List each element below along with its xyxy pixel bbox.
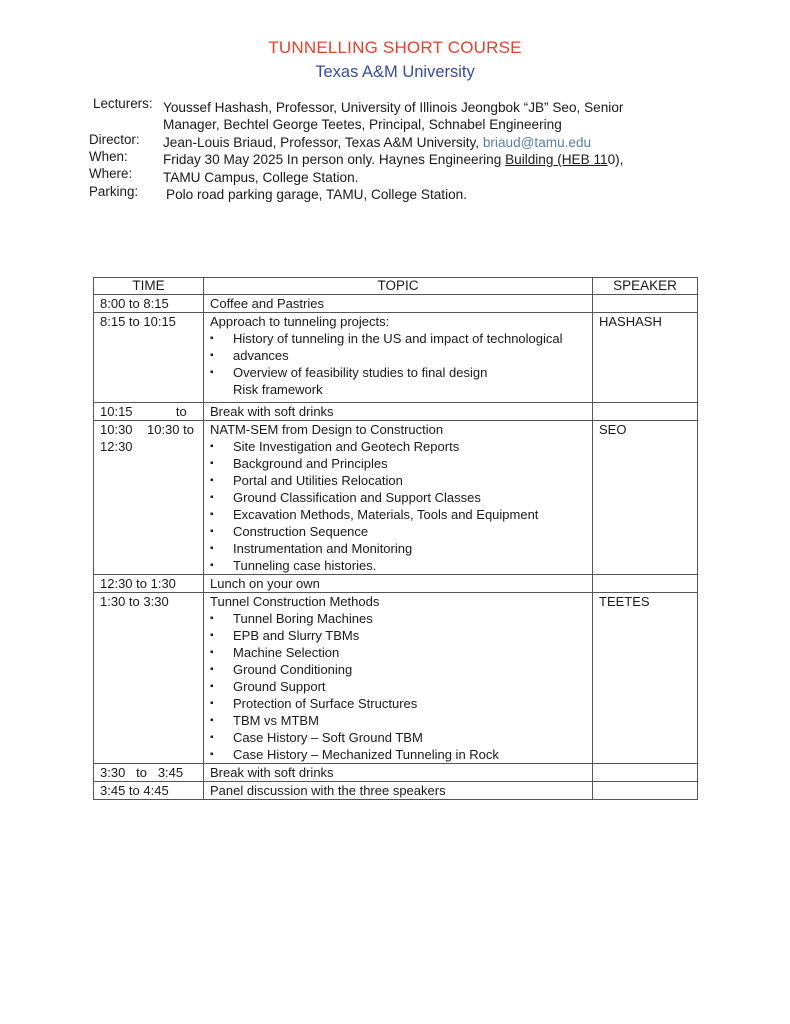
topic-item: ▪ History of tunneling in the US and impact of technological	[210, 330, 592, 347]
topic-cell: Break with soft drinks	[204, 764, 593, 782]
topic-list	[210, 330, 592, 381]
topic-cell: Break with soft drinks	[204, 403, 593, 421]
topic-item: ▪ Portal and Utilities Relocation	[210, 472, 592, 489]
when-building-underlined: Building (HEB 11	[505, 152, 608, 167]
topic-item: ▪ Tunneling case histories.	[210, 557, 592, 574]
topic-item: ▪ Instrumentation and Monitoring	[210, 540, 592, 557]
director-text: Jean-Louis Briaud, Professor, Texas A&M University,	[163, 135, 483, 150]
topic-item: ▪ Excavation Methods, Materials, Tools and Equipment	[210, 506, 592, 523]
schedule-table	[93, 277, 698, 800]
topic-cell	[204, 313, 593, 403]
time-cell: 8:00 to 8:15	[94, 295, 204, 313]
topic-item: ▪ Case History – Mechanized Tunneling in Rock	[210, 746, 592, 763]
speaker-column-header: SPEAKER	[593, 278, 698, 295]
topic-cell	[204, 593, 593, 764]
university-subtitle: Texas A&M University	[315, 63, 475, 81]
topic-list	[210, 438, 592, 574]
topic-item: ▪ TBM vs MTBM	[210, 712, 592, 729]
table-row	[94, 295, 698, 313]
topic-item: ▪ Site Investigation and Geotech Reports	[210, 438, 592, 455]
time-cell: 1:30 to 3:30	[94, 593, 204, 764]
topic-heading: Approach to tunneling projects:	[210, 314, 390, 329]
topic-item: ▪ Overview of feasibility studies to final design	[210, 364, 592, 381]
time-cell: 12:30 to 1:30	[94, 575, 204, 593]
director-label: Director:	[89, 132, 140, 147]
director-value	[163, 134, 673, 151]
time-cell: 10:15 to	[94, 403, 204, 421]
when-text-end: 0),	[607, 152, 624, 167]
topic-item: ▪ Ground Conditioning	[210, 661, 592, 678]
speaker-cell	[593, 575, 698, 593]
lecturers-label: Lecturers:	[93, 96, 153, 111]
topic-item: ▪ Machine Selection	[210, 644, 592, 661]
table-header-row	[94, 278, 698, 295]
director-email-link[interactable]: briaud@tamu.edu	[482, 135, 592, 150]
topic-item: ▪ Case History – Soft Ground TBM	[210, 729, 592, 746]
table-row	[94, 313, 698, 403]
topic-heading: NATM-SEM from Design to Construction	[210, 422, 444, 437]
table-row	[94, 782, 698, 800]
speaker-cell: SEO	[593, 421, 698, 575]
time-cell: 10:30 10:30 to 12:30	[94, 421, 204, 575]
where-value: TAMU Campus, College Station.	[163, 170, 359, 185]
parking-value: Polo road parking garage, TAMU, College Station.	[166, 187, 467, 202]
topic-list	[210, 610, 592, 763]
speaker-cell	[593, 782, 698, 800]
speaker-cell	[593, 764, 698, 782]
topic-cell: Lunch on your own	[204, 575, 593, 593]
topic-item: ▪ Ground Classification and Support Classes	[210, 489, 592, 506]
table-row	[94, 575, 698, 593]
topic-extra: Risk framework	[233, 382, 323, 397]
table-row	[94, 764, 698, 782]
topic-item: ▪ Protection of Surface Structures	[210, 695, 592, 712]
topic-cell: Coffee and Pastries	[204, 295, 593, 313]
speaker-cell: TEETES	[593, 593, 698, 764]
table-row	[94, 421, 698, 575]
table-row	[94, 403, 698, 421]
topic-item: ▪ advances	[210, 347, 592, 364]
speaker-cell: HASHASH	[593, 313, 698, 403]
when-text: Friday 30 May 2025 In person only. Haynes Engineering	[163, 152, 506, 167]
topic-item: ▪ Ground Support	[210, 678, 592, 695]
when-value	[163, 151, 673, 168]
topic-cell: Panel discussion with the three speakers	[204, 782, 593, 800]
topic-item: ▪ Construction Sequence	[210, 523, 592, 540]
when-label: When:	[89, 149, 128, 164]
parking-label: Parking:	[89, 184, 139, 199]
topic-cell	[204, 421, 593, 575]
time-cell: 8:15 to 10:15	[94, 313, 204, 403]
where-label: Where:	[89, 166, 133, 181]
topic-heading: Tunnel Construction Methods	[210, 594, 380, 609]
topic-item: ▪ Tunnel Boring Machines	[210, 610, 592, 627]
time-cell: 3:45 to 4:45	[94, 782, 204, 800]
time-column-header: TIME	[94, 278, 204, 295]
topic-column-header: TOPIC	[204, 278, 593, 295]
table-row	[94, 593, 698, 764]
speaker-cell	[593, 295, 698, 313]
course-title: TUNNELLING SHORT COURSE	[268, 38, 522, 57]
lecturers-value: Youssef Hashash, Professor, University of Illinois Jeongbok “JB” Seo, Senior Manager, Bechtel George Teetes, Principal, Schnabel Engineering	[163, 100, 624, 132]
time-cell: 3:30 to 3:45	[94, 764, 204, 782]
speaker-cell	[593, 403, 698, 421]
topic-item: ▪ Background and Principles	[210, 455, 592, 472]
topic-item: ▪ EPB and Slurry TBMs	[210, 627, 592, 644]
